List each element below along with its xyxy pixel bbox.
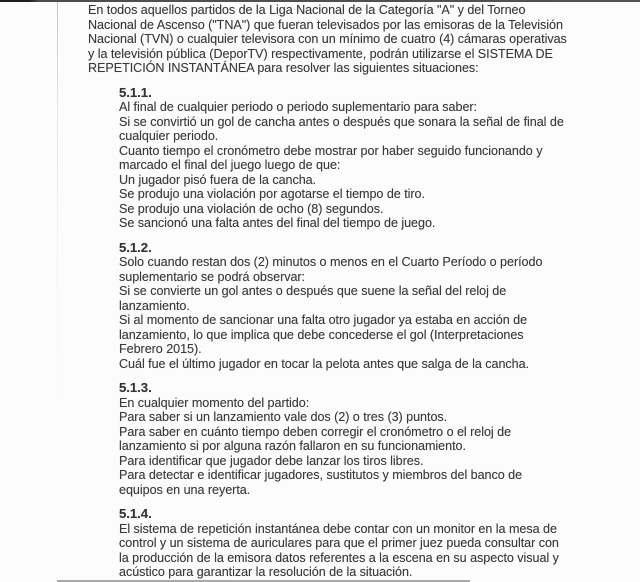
section-number: 5.1.3. <box>119 380 152 395</box>
section-5-1-2 <box>119 241 569 372</box>
sentence-line: En cualquier momento del partido: <box>119 395 310 410</box>
section-number: 5.1.4. <box>119 506 152 521</box>
sentence-line: Para saber si un lanzamiento vale dos (2) o tres (3) puntos. <box>119 410 448 424</box>
sentence-line: Se produjo una violación por agotarse el tiempo de tiro. <box>119 187 425 201</box>
sentence-line: Para identificar que jugador debe lanzar los tiros libres. <box>119 453 424 468</box>
sentence-line: Si se convirtió un gol de cancha antes o después que sonara la señal de final de cualquier periodo. <box>119 114 564 143</box>
sentence-line: Un jugador pisó fuera de la cancha. <box>119 172 317 187</box>
sentence-line: Se sancionó una falta antes del final del tiempo de juego. <box>119 216 436 230</box>
sentence-line: Cuanto tiempo el cronómetro debe mostrar por haber seguido funcionando y marcado el final del juego luego de que: <box>119 143 543 172</box>
sentence-line: Cuál fue el último jugador en tocar la pelota antes que salga de la cancha. <box>119 356 530 371</box>
section-5-1-4 <box>119 507 569 580</box>
page-margin-line <box>57 2 58 582</box>
sentence-line: Si al momento de sancionar una falta otro jugador ya estaba en acción de lanzamiento, lo que implica que debe concederse el gol (Interpretaciones Febrero 2015). <box>119 313 528 356</box>
section-5-1-1 <box>119 86 569 231</box>
document-content <box>88 3 570 580</box>
section-5-1-3 <box>119 381 569 497</box>
intro-paragraph: En todos aquellos partidos de la Liga Nacional de la Categoría "A" y del Torneo Nacional de Ascenso ("TNA") que fueran televisados por las emisoras de la Televisión Nacional (TVN) o cualquier televisora con un mínimo de cuatro (4) cámaras operativas y la televisión pública (DeporTV) respectivamente, podrán utilizarse el SISTEMA DE REPETICIÓN INSTANTÁNEA para resolver las siguientes situaciones: <box>88 3 567 75</box>
sentence-line: Se produjo una violación de ocho (8) segundos. <box>119 201 384 216</box>
sentence-line: El sistema de repetición instantánea debe contar con un monitor en la mesa de control y un sistema de auriculares para que el primer juez pueda consultar con la producción de la emisora datos referentes a la escena en su aspecto visual y acústico para garantizar la resolución de la situación. <box>119 521 559 579</box>
sentence-line: Para saber en cuánto tiempo deben corregir el cronómetro o el reloj de lanzamiento si por alguna razón fallaron en su funcionamiento. <box>119 424 512 453</box>
sentence-line: Solo cuando restan dos (2) minutos o menos en el Cuarto Período o período suplementario se podrá observar: <box>119 255 543 284</box>
sentence-line: Para detectar e identificar jugadores, sustitutos y miembros del banco de equipos en una reyerta. <box>119 468 523 497</box>
section-number: 5.1.2. <box>119 239 152 255</box>
top-border-line <box>0 0 640 2</box>
sentence-line: Al final de cualquier periodo o periodo suplementario para saber: <box>119 100 477 114</box>
section-number: 5.1.1. <box>119 84 152 100</box>
sentence-line: Si se convierte un gol antes o después que suene la señal del reloj de lanzamiento. <box>119 284 507 313</box>
